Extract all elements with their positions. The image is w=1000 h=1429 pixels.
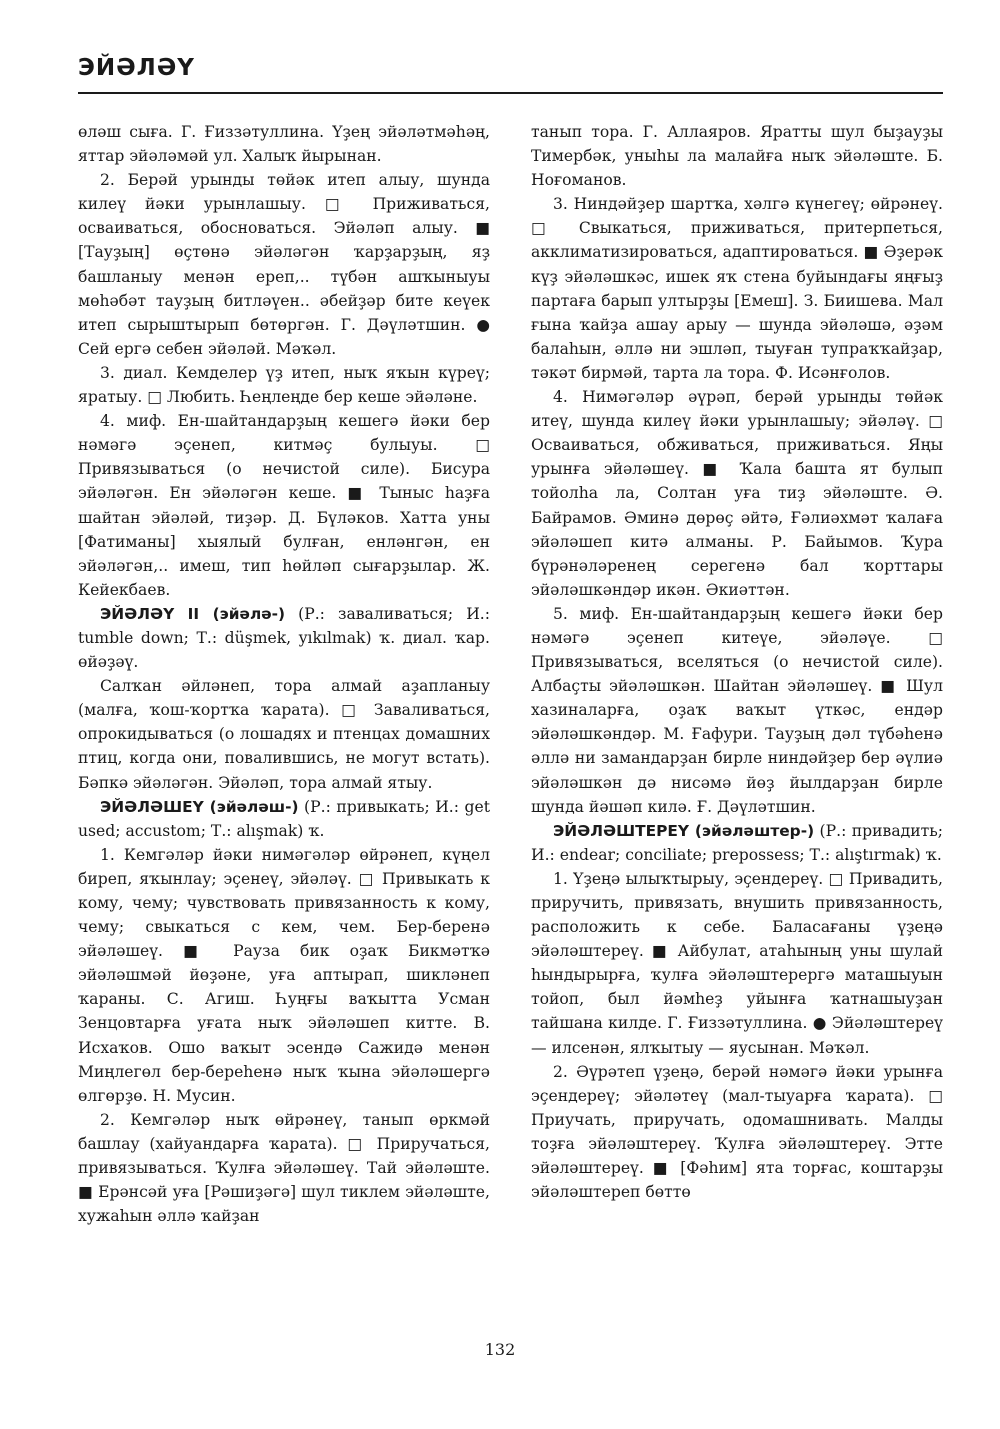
left-column xyxy=(78,120,490,1228)
entry-etymology: (Р.: заваливаться; И.: tumble down; Т.: düşmek, yıkılmak) ҡ. диал. ҡар. өйәҙәү. xyxy=(78,604,490,672)
paragraph: 1. Кемгәләр йәки нимәгәләр өйрәнеп, күңел биреп, яҡынлау; эҫенеү, эйәләү. □ Привыкать к кому, чему; чувствовать привязанность к кому, чему; свыкаться с кем, чем. Бер-беренә эйәләшеү. ■ Рауза бик оҙаҡ Бикмәтҡә эйәләшмәй йөҙәне, уға аптырап, шикләнеп ҡараны. С. Агиш. Һуңғы ваҡытта Усман Зенцовтарға уғата ныҡ эйәләшеп китте. В. Исхаҡов. Ошо ваҡыт эсендә Сажидә менән Миңлегөл бер-береһенә ныҡ ҡына эйәләшергә өлгөрҙө. Н. Мусин. xyxy=(78,845,490,1105)
paragraph: 4. миф. Ен-шайтандарҙың кешегә йәки бер нәмәгә эҫенеп, китмәҫ булыуы. □ Привязываться (о нечистой силе). Бисура эйәләгән. Ен эйәләгән кеше. ■ Тыныс һаҙға шайтан эйәләй, тиҙәр. Д. Бүләков. Хатта уны [Фатиманы] хыялый булған, енләнгән, ен эйәләгән,.. имеш, тип һөйләп сығарҙылар. Ж. Кейекбаев. xyxy=(78,412,490,599)
paragraph: 5. миф. Ен-шайтандарҙың кешегә йәки бер нәмәгә эҫенеп китеүе, эйәләүе. □ Привязываться, вселяться (о нечистой силе). Албаҫты эйәләшкән. Шайтан эйәләшеү. ■ Шул хазиналарға, оҙаҡ ваҡыт үткәс, ендәр эйәләшкәндәр. М. Ғафури. Тауҙың дәл түбәһенә әллә ни замандарҙан бирле ниндәйҙер бер әүлиә эйәләшкән дә нисәмә йөҙ йылдарҙан бирле шунда йәшәп килә. Ғ. Дәүләтшин. xyxy=(531,604,943,816)
paragraph: 4. Нимәгәләр әүрәп, берәй урынды төйәк итеү, шунда килеү йәки урынлашыу; эйәләү. □ Осваиваться, обживаться, приживаться. Яңы урынға эйәләшеү. ■ Ҡала башта ят булып тойолһа ла, Солтан уға тиҙ эйәләште. Ә. Байрамов. Әминә дөрөҫ әйтә, Ғәлиәхмәт ҡалаға эйәләшеп китә алманы. Р. Байымов. Ҡура бүрәнәләренең серегенә бал ҡорттары эйәләшкәндәр икән. Әкиәттән. xyxy=(531,388,943,599)
paragraph: танып тора. Г. Аллаяров. Яратты шул быҙауҙы Тимербәк, уныһы ла малайға ныҡ эйәләште. Б. Ноғоманов. xyxy=(531,123,943,190)
entry-etymology: (Р.: привадить; И.: endear; conciliate; prepossess; Т.: alıştırmak) ҡ. xyxy=(531,821,943,864)
paragraph: 2. Кемгәләр ныҡ өйрәнеү, танып өркмәй башлау (хайуандарға ҡарата). □ Приручаться, привязываться. Ҡулға эйәләшеү. Тай эйәләште. ■ Ерәнсәй уға [Рәшиҙәгә] шул тиклем эйәләште, хужаһын әллә ҡайҙан xyxy=(78,1110,490,1226)
entry-etymology: (Р.: привыкать; И.: get used; accustom; Т.: alışmak) ҡ. xyxy=(78,797,490,840)
paragraph: Салҡан әйләнеп, тора алмай аҙапланыу (малға, ҡош-ҡортҡа ҡарата). □ Заваливаться, опрокидываться (о лошадях и птенцах домашних птиц, когда они, повалившись, не могут встать). Бәпкә эйәләгән. Эйәләп, тора алмай ятыу. xyxy=(78,677,490,792)
entry-headword: ЭЙӘЛӘҮ II (эйәлә-) xyxy=(100,604,286,623)
page-number: 132 xyxy=(484,1340,516,1359)
entry xyxy=(78,795,490,843)
entry-headword: ЭЙӘЛӘШЕҮ (эйәләш-) xyxy=(100,797,299,816)
paragraph: 1. Үҙеңә ылыҡтырыу, эҫендереү. □ Привадить, приручить, привязать, внушить привязанность, расположить к себе. Баласағаны үҙеңә эйәләштереү. ■ Айбулат, атаһының уны шулай һындырырға, ҡулға эйәләштерергә маташыуын тойоп, был йәмһеҙ уйынға ҡатнашыуҙан тайшана килде. Г. Ғиззәтуллина. ● Эйәләштереү — илсенән, ялҡытыу — яусынан. Мәҡәл. xyxy=(531,869,943,1057)
entry xyxy=(531,819,943,867)
paragraph: 2. Әүрәтеп үҙеңә, берәй нәмәгә йәки урынға эҫендереү; эйәләтеү (мал-тыуарға ҡарата). □ Приучать, приручать, одомашнивать. Малды тоҙға эйәләштереү. Ҡулға эйәләштереү. Этте эйәләштереү. ■ [Фәһим] ята торғас, коштарҙы эйәләштереп бөттө xyxy=(531,1062,943,1202)
paragraph: 3. диал. Кемделер үҙ итеп, ныҡ яҡын күреү; яратыу. □ Любить. Һеңлеңде бер кеше эйәләне. xyxy=(78,363,490,407)
entry xyxy=(78,602,490,674)
paragraph: өләш сыға. Г. Ғиззәтуллина. Үҙең эйәләтмәһәң, яттар эйәләмәй ул. Халыҡ йырынан. xyxy=(78,123,490,166)
right-column xyxy=(531,120,943,1204)
paragraph: 3. Ниндәйҙер шартҡа, хәлгә күнегеү; өйрәнеү. □ Свыкаться, приживаться, притерпеться, акклиматизироваться, адаптироваться. ■ Әҙерәк күҙ эйәләшкәс, ишек яҡ стена буйындағы яңғыҙ партаға барып ултырҙы [Емеш]. З. Биишева. Мал ғына ҡайҙа ашау арыу — шунда эйәләшә, әҙәм балаһын, әллә ни эшләп, тыуған тупраҡҡайҙар, тәкәт бирмәй, тарта ла тора. Ф. Исәнғолов. xyxy=(531,195,943,382)
header-rule xyxy=(78,92,943,94)
running-head: ЭЙӘЛӘҮ xyxy=(78,55,195,81)
paragraph: 2. Берәй урынды төйәк итеп алыу, шунда килеү йәки урынлашыу. □ Приживаться, осваиваться, обосноваться. Эйәләп алыу. ■ [Тауҙың] өҫтөнә эйәләгән ҡарҙарҙың, яҙ башланыу менән ереп,.. түбән ашҡыныуы мөһәбәт тауҙың битләүен.. әбейҙәр бите кеүек итеп сырыштырып бөтөргән. Г. Дәүләтшин. ● Сей ергә себен эйәләй. Мәҡәл. xyxy=(78,171,490,358)
entry-headword: ЭЙӘЛӘШТЕРЕҮ (эйәләштер-) xyxy=(553,821,815,840)
